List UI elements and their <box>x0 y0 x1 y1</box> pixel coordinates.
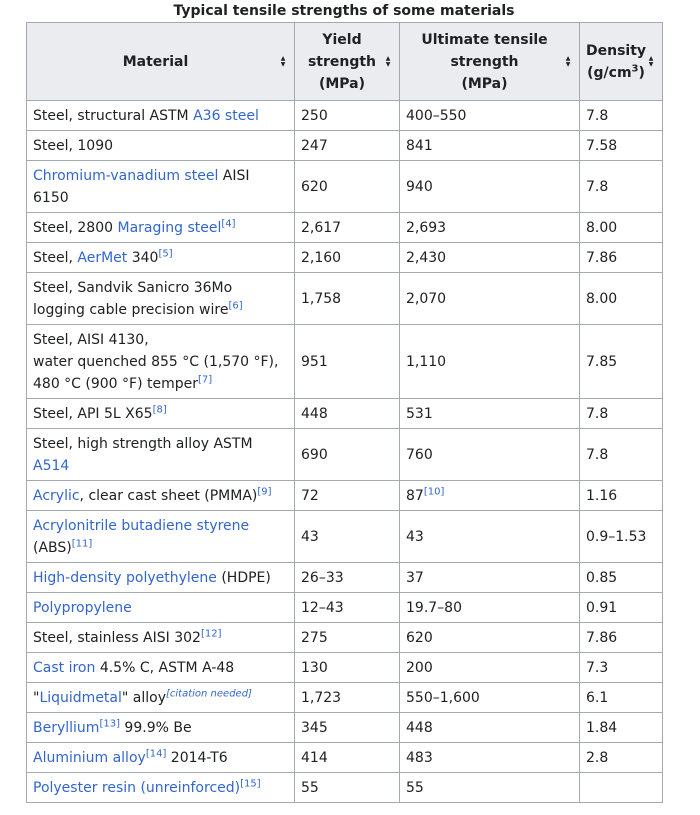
ultimate-cell <box>400 101 580 131</box>
density-cell-value: 7.3 <box>586 659 609 676</box>
yield-cell <box>295 563 400 593</box>
ultimate-cell-value: 2,430 <box>406 249 447 266</box>
header-yield-strength[interactable] <box>295 23 400 101</box>
yield-cell-value: 55 <box>301 779 319 796</box>
density-cell <box>580 593 663 623</box>
yield-cell <box>295 213 400 243</box>
density-cell <box>580 623 663 653</box>
wiki-link[interactable]: Liquidmetal <box>39 689 122 706</box>
header-yield-line3: (MPa) <box>318 75 366 92</box>
table-row <box>27 325 663 399</box>
ultimate-cell-value: 620 <box>406 629 433 646</box>
density-cell <box>580 773 663 803</box>
material-text: AISI 6150 <box>33 167 250 206</box>
density-cell-value: 7.8 <box>586 178 609 195</box>
table-row <box>27 773 663 803</box>
ultimate-cell <box>400 325 580 399</box>
ultimate-cell-value: 841 <box>406 137 433 154</box>
header-ultimate-line2: strength <box>450 53 519 70</box>
material-text: Steel, stainless AISI 302 <box>33 629 201 646</box>
ultimate-cell <box>400 593 580 623</box>
material-text: 340 <box>127 249 159 266</box>
header-material[interactable] <box>27 23 295 101</box>
density-cell-value: 6.1 <box>586 689 609 706</box>
wiki-link[interactable]: High-density polyethylene <box>33 569 217 586</box>
material-cell <box>27 593 295 623</box>
sort-icon[interactable]: ▲ ▼ <box>648 54 654 68</box>
wiki-link[interactable]: Beryllium <box>33 719 100 736</box>
material-cell <box>27 653 295 683</box>
material-cell <box>27 481 295 511</box>
ultimate-cell <box>400 213 580 243</box>
yield-cell-value: 12–43 <box>301 599 344 616</box>
tensile-strength-table <box>26 22 663 803</box>
yield-cell-value: 72 <box>301 487 319 504</box>
material-cell <box>27 773 295 803</box>
density-cell-value: 8.00 <box>586 219 618 236</box>
ultimate-cell <box>400 773 580 803</box>
yield-cell-value: 26–33 <box>301 569 344 586</box>
density-cell <box>580 683 663 713</box>
yield-cell <box>295 101 400 131</box>
density-cell-value: 7.8 <box>586 107 609 124</box>
density-cell <box>580 161 663 213</box>
table-caption: Typical tensile strengths of some materials <box>173 3 515 19</box>
density-cell <box>580 481 663 511</box>
material-cell <box>27 623 295 653</box>
ultimate-cell-value: 2,070 <box>406 290 447 307</box>
ultimate-cell <box>400 273 580 325</box>
yield-cell-value: 2,160 <box>301 249 342 266</box>
density-cell-value: 7.8 <box>586 405 609 422</box>
yield-cell <box>295 325 400 399</box>
citation-link[interactable]: [13] <box>99 717 120 729</box>
ultimate-cell <box>400 713 580 743</box>
wiki-link[interactable]: A36 steel <box>193 107 259 124</box>
ultimate-cell-value: 37 <box>406 569 424 586</box>
yield-cell-value: 1,723 <box>301 689 342 706</box>
header-density[interactable] <box>580 23 663 101</box>
citation-link[interactable]: [8] <box>152 403 167 415</box>
table-row <box>27 101 663 131</box>
yield-cell-value: 414 <box>301 749 328 766</box>
yield-cell-value: 448 <box>301 405 328 422</box>
density-cell-value: 7.58 <box>586 137 618 154</box>
table-row <box>27 743 663 773</box>
density-cell <box>580 243 663 273</box>
density-cell <box>580 743 663 773</box>
material-cell <box>27 399 295 429</box>
header-ultimate-strength[interactable] <box>400 23 580 101</box>
table-row <box>27 713 663 743</box>
wiki-link[interactable]: Polypropylene <box>33 599 132 616</box>
citation-link[interactable]: [14] <box>145 747 167 759</box>
material-cell <box>27 273 295 325</box>
header-density-line1: Density <box>586 42 647 59</box>
header-yield-line1: Yield <box>322 31 362 48</box>
material-text: 99.9% Be <box>119 719 192 736</box>
table-row <box>27 593 663 623</box>
yield-cell-value: 1,758 <box>301 290 342 307</box>
ultimate-cell <box>400 623 580 653</box>
yield-cell-value: 345 <box>301 719 328 736</box>
header-ultimate-line3: (MPa) <box>461 75 508 92</box>
density-cell <box>580 429 663 481</box>
ultimate-cell-value: 760 <box>406 446 433 463</box>
material-text: " alloy <box>121 689 166 706</box>
ultimate-cell-value: 1,110 <box>406 353 447 370</box>
yield-cell-value: 690 <box>301 446 328 463</box>
yield-cell <box>295 429 400 481</box>
density-cell <box>580 131 663 161</box>
table-row <box>27 213 663 243</box>
density-cell-value: 1.16 <box>586 487 618 504</box>
ultimate-cell-value: 550–1,600 <box>406 689 480 706</box>
ultimate-cell <box>400 683 580 713</box>
citation-link[interactable]: [5] <box>158 247 173 259</box>
table-row <box>27 563 663 593</box>
wiki-link[interactable]: Chromium-vanadium steel <box>33 167 219 184</box>
material-cell <box>27 713 295 743</box>
material-text: (ABS) <box>33 539 72 556</box>
wiki-link[interactable]: A514 <box>33 457 70 474</box>
ultimate-cell-value: 43 <box>406 528 424 545</box>
header-density-close: ) <box>638 64 645 81</box>
density-cell-value: 7.86 <box>586 249 618 266</box>
yield-cell-value: 130 <box>301 659 328 676</box>
yield-cell <box>295 623 400 653</box>
material-cell <box>27 429 295 481</box>
density-cell <box>580 653 663 683</box>
ultimate-cell <box>400 563 580 593</box>
table-row <box>27 481 663 511</box>
density-cell <box>580 325 663 399</box>
table-row <box>27 623 663 653</box>
material-cell <box>27 683 295 713</box>
material-text: water quenched 855 °C (1,570 °F), 480 °C (900 °F) temper <box>33 353 279 392</box>
sort-icon[interactable]: ▲ ▼ <box>385 54 391 68</box>
header-yield-line2: strength <box>307 53 377 70</box>
material-text: , clear cast sheet (PMMA) <box>79 487 258 504</box>
ultimate-cell <box>400 399 580 429</box>
yield-cell <box>295 773 400 803</box>
sort-icon[interactable]: ▲ ▼ <box>280 54 286 68</box>
wiki-link[interactable]: Polyester resin (unreinforced) <box>33 779 241 796</box>
table-row <box>27 429 663 481</box>
ultimate-cell-value: 448 <box>406 719 433 736</box>
density-cell-value: 7.86 <box>586 629 618 646</box>
ultimate-cell-value: 940 <box>406 178 433 195</box>
yield-cell <box>295 481 400 511</box>
material-cell <box>27 161 295 213</box>
sort-icon[interactable]: ▲ ▼ <box>565 54 571 68</box>
density-cell-value: 8.00 <box>586 290 618 307</box>
yield-cell <box>295 399 400 429</box>
wiki-link[interactable]: AerMet <box>77 249 128 266</box>
citation-link[interactable]: [7] <box>198 373 213 385</box>
density-cell-value: 0.9–1.53 <box>586 528 647 545</box>
table-row <box>27 161 663 213</box>
ultimate-cell-value: 483 <box>406 749 433 766</box>
density-cell-value: 7.8 <box>586 446 609 463</box>
material-text: " <box>33 689 40 706</box>
yield-cell-value: 275 <box>301 629 328 646</box>
material-text: 4.5% C, ASTM A-48 <box>95 659 235 676</box>
yield-cell <box>295 713 400 743</box>
citation-link[interactable]: [4] <box>221 217 236 229</box>
header-density-unit: (g/cm <box>587 64 632 81</box>
citation-link[interactable]: [9] <box>257 485 272 497</box>
yield-cell <box>295 743 400 773</box>
table-row <box>27 399 663 429</box>
material-cell <box>27 325 295 399</box>
yield-cell-value: 620 <box>301 178 328 195</box>
density-cell-value: 2.8 <box>586 749 609 766</box>
material-cell <box>27 131 295 161</box>
ultimate-cell-value: 531 <box>406 405 433 422</box>
ultimate-cell <box>400 481 580 511</box>
yield-cell <box>295 653 400 683</box>
header-density-exponent: 3 <box>631 62 639 74</box>
ultimate-cell-value: 55 <box>406 779 424 796</box>
ultimate-cell-value: 19.7–80 <box>406 599 462 616</box>
yield-cell <box>295 131 400 161</box>
material-cell <box>27 243 295 273</box>
material-text: Steel, 1090 <box>33 137 114 154</box>
citation-link[interactable]: [10] <box>423 485 445 497</box>
ultimate-cell-value: 400–550 <box>406 107 467 124</box>
yield-cell <box>295 161 400 213</box>
material-text: Steel, <box>33 249 78 266</box>
density-cell <box>580 563 663 593</box>
citation-link[interactable]: [15] <box>240 777 261 789</box>
density-cell <box>580 511 663 563</box>
citation-link[interactable]: [11] <box>71 537 93 549</box>
yield-cell-value: 250 <box>301 107 328 124</box>
material-cell <box>27 101 295 131</box>
wiki-link[interactable]: Acrylonitrile butadiene styrene <box>33 517 250 534</box>
table-row <box>27 243 663 273</box>
table-row <box>27 131 663 161</box>
yield-cell-value: 2,617 <box>301 219 342 236</box>
wiki-link[interactable]: Acrylic <box>33 487 80 504</box>
material-cell <box>27 511 295 563</box>
table-row <box>27 273 663 325</box>
density-cell <box>580 213 663 243</box>
yield-cell-value: 43 <box>301 528 319 545</box>
density-cell <box>580 273 663 325</box>
yield-cell <box>295 593 400 623</box>
ultimate-cell <box>400 243 580 273</box>
density-cell-value: 7.85 <box>586 353 618 370</box>
citation-link[interactable]: [6] <box>228 299 243 311</box>
material-cell <box>27 563 295 593</box>
ultimate-cell <box>400 653 580 683</box>
yield-cell <box>295 511 400 563</box>
header-material-label: Material <box>122 53 189 70</box>
yield-cell <box>295 243 400 273</box>
wiki-link[interactable]: Maraging steel <box>117 219 222 236</box>
ultimate-cell-value: 200 <box>406 659 433 676</box>
ultimate-cell <box>400 743 580 773</box>
material-text: Steel, Sandvik Sanicro 36Mo logging cable precision wire <box>33 279 233 318</box>
yield-cell-value: 247 <box>301 137 328 154</box>
material-text: 2014-T6 <box>166 749 228 766</box>
material-text: Steel, 2800 <box>33 219 118 236</box>
yield-cell <box>295 273 400 325</box>
citation-link[interactable]: [citation needed] <box>166 687 252 699</box>
yield-cell <box>295 683 400 713</box>
material-cell <box>27 213 295 243</box>
density-cell <box>580 101 663 131</box>
ultimate-cell <box>400 161 580 213</box>
ultimate-cell <box>400 511 580 563</box>
header-row <box>27 23 663 101</box>
table-row <box>27 653 663 683</box>
wiki-link[interactable]: Cast iron <box>33 659 96 676</box>
material-text: Steel, structural ASTM <box>33 107 194 124</box>
material-text: (HDPE) <box>216 569 271 586</box>
material-text: Steel, AISI 4130, <box>33 331 149 348</box>
yield-cell-value: 951 <box>301 353 328 370</box>
material-text: Steel, API 5L X65 <box>33 405 153 422</box>
table-row <box>27 683 663 713</box>
wiki-link[interactable]: Aluminium alloy <box>33 749 146 766</box>
density-cell-value: 0.85 <box>586 569 618 586</box>
material-text: Steel, high strength alloy ASTM <box>33 435 253 452</box>
ultimate-cell-value: 2,693 <box>406 219 447 236</box>
material-cell <box>27 743 295 773</box>
ultimate-cell-value: 87 <box>406 487 424 504</box>
citation-link[interactable]: [12] <box>200 627 222 639</box>
ultimate-cell <box>400 429 580 481</box>
density-cell-value: 0.91 <box>586 599 618 616</box>
header-ultimate-line1: Ultimate tensile <box>421 31 548 48</box>
density-cell <box>580 713 663 743</box>
table-row <box>27 511 663 563</box>
density-cell-value: 1.84 <box>586 719 618 736</box>
ultimate-cell <box>400 131 580 161</box>
density-cell <box>580 399 663 429</box>
